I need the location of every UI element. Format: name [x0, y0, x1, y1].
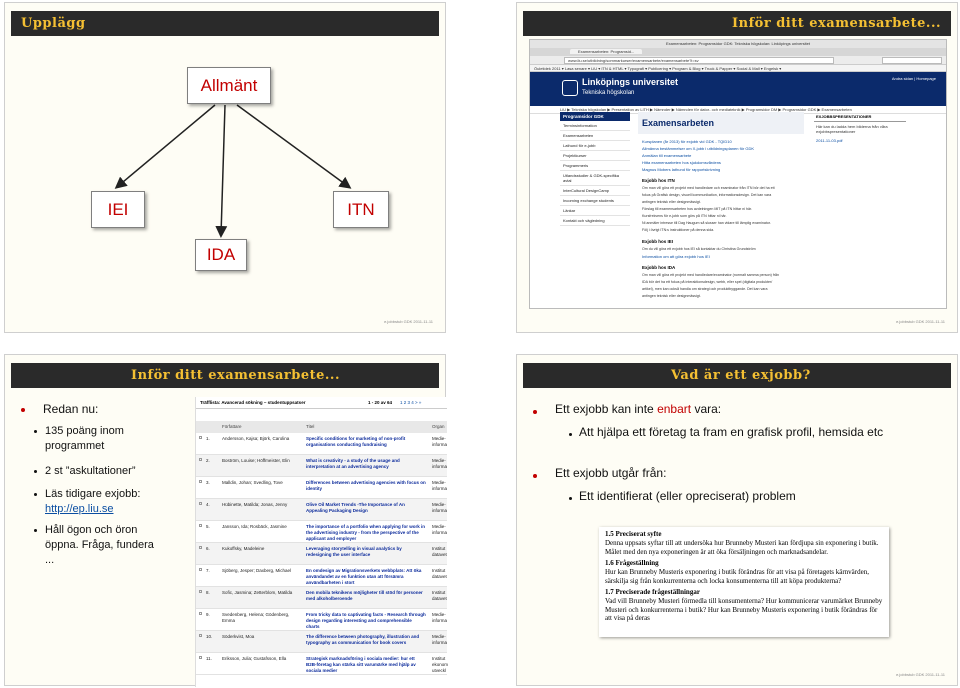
row-checkbox[interactable] [199, 634, 202, 637]
sidebar-item[interactable]: Programmeris [560, 161, 630, 171]
row-number: 6. [206, 546, 210, 551]
slide-title: Upplägg [21, 16, 86, 31]
row-author: Kukoffsky, Madeleine [222, 546, 265, 551]
row-author: Andersson, Kajsa; Björk, Carolina [222, 436, 290, 441]
slide-footer: e.jobbstub GDK 2011-11-11 [896, 672, 945, 677]
row-author: Söderkvist, Moa [222, 634, 255, 639]
slide-title-bar [523, 363, 951, 388]
bullet-icon [34, 493, 37, 496]
slide-upplagg [4, 2, 446, 333]
row-checkbox[interactable] [199, 612, 202, 615]
sidebar-heading[interactable]: Programsidor GDK [560, 112, 630, 121]
row-checkbox[interactable] [199, 524, 202, 527]
row-number: 10. [206, 634, 213, 639]
row-org: Institut datavet [432, 590, 447, 601]
row-title[interactable]: Olive Oil Market Trends -The Importance of An Appealing Packaging Design [306, 502, 405, 513]
table-row[interactable] [196, 565, 447, 587]
bullet-icon [34, 470, 37, 473]
content-link[interactable]: Magnus Mobers lathund för rapportskrivning [642, 167, 721, 172]
liu-subtitle: Tekniska högskolan [582, 90, 635, 96]
body-text: antingen teknisk eller designmässigt. [642, 200, 701, 204]
bullet-item [45, 487, 163, 517]
row-author: Boström, Louise; Höffmeister, Elin [222, 458, 290, 463]
slide-redan-nu [4, 354, 449, 686]
row-title[interactable]: What is creativity - a study of the usage and interpretation at an advertising agency [306, 458, 400, 469]
body-text: Om du vill göra ett exjobb hos IEI så kontaktar du Christina Grundström [642, 247, 756, 251]
body-text: antingen teknisk eller designmässigt. [642, 294, 701, 298]
results-range: 1 - 20 av 64 [368, 400, 393, 405]
row-title[interactable]: Strategisk marknadsföring i sociala medier: hur ett B2B-företag kan stärka sitt varumärke med hjälp av sociala medier [306, 656, 416, 673]
content-link[interactable]: Kursplanen (år 2013) för exjobb vid GDK - TQID10 [642, 139, 732, 144]
bullet-icon [569, 433, 572, 436]
table-row[interactable] [196, 455, 447, 477]
table-header [196, 421, 447, 433]
pdf-link[interactable]: 2011-11-03.pdf [816, 138, 843, 143]
row-org: Medie- informa [432, 634, 448, 645]
row-org: Institut datavet [432, 546, 447, 557]
url-bar[interactable]: www.liu.se/utbildning/sommarkurser/examensarbete/examensarbete?l=sv [564, 57, 834, 64]
browser-search-box[interactable] [882, 57, 942, 64]
row-title[interactable]: Specific conditions for marketing of non-profit organisations conducting fundraising [306, 436, 406, 447]
arrow-to-iei [117, 105, 215, 187]
bullet-icon [569, 497, 572, 500]
row-title[interactable]: En omdesign av Migrationsverkets webbplats: Att öka användandet av en funktion utan att försämra användbarheten i stort [306, 568, 422, 585]
row-checkbox[interactable] [199, 590, 202, 593]
liu-header [530, 72, 946, 106]
doc-paragraph: Hur kan Brunneby Musteris exponering i butik förändras för att visa på företagets kärnvärden, särskilja sig från konkurrenterna och locka konsumenterna till att köpa produkterna? [605, 568, 869, 585]
table-row[interactable] [196, 433, 447, 455]
row-checkbox[interactable] [199, 458, 202, 461]
row-org: Medie- informa [432, 524, 448, 535]
table-body [196, 433, 447, 675]
row-number: 11. [206, 656, 212, 661]
ep-link[interactable]: http://ep.liu.se [45, 503, 114, 515]
bullet-item [45, 424, 163, 454]
page-title: Examensarbeten [638, 112, 804, 134]
browser-toolbar [530, 56, 946, 65]
tree-connectors [5, 3, 447, 334]
row-number: 5. [206, 524, 210, 529]
arrow-to-ida [221, 105, 225, 235]
section-heading: Exjobb hos IDA [642, 265, 676, 270]
results-label: Träfflista: Avancerad sökning – studentuppsatser [200, 400, 306, 405]
row-title[interactable]: The importance of a portfolio when applying for work in the advertising industry - from the perspective of the applicant and employer [306, 524, 426, 541]
sidebar-item[interactable]: Lathund för e-jobb [560, 141, 630, 151]
row-number: 2. [206, 458, 210, 463]
document-excerpt [599, 527, 889, 637]
node-ida: IDA [195, 239, 247, 271]
row-checkbox[interactable] [199, 480, 202, 483]
row-checkbox[interactable] [199, 436, 202, 439]
sidebar-item[interactable]: Utlandsstudier & GDK-specifika avtal [560, 171, 630, 186]
row-title[interactable]: From tricky data to captivating facts - Research through design regarding interesting and comprehensible charts [306, 612, 426, 629]
content-link[interactable]: Allmänna bestämmelser om X-jobb i utbildningsplanen för GDK [642, 146, 755, 151]
red-bullet-icon [533, 410, 537, 414]
slide-vad-ar-exjobb [516, 354, 958, 686]
row-org: Medie- informa [432, 436, 448, 447]
bullet-text: 135 poäng inom programmet [45, 425, 124, 452]
body-text: Kursfrekvens för e-jobb som görs på ITN hittar ni här. [642, 214, 727, 218]
row-title[interactable]: The difference between photography, illustration and typography as communication for book covers [306, 634, 420, 645]
right-text: Här kan du ladda hem bilderna från våra exjobbspresentationer [816, 124, 888, 134]
body-text: Följ i övrigt ITN:s instruktioner på denna sida. [642, 228, 715, 232]
bullet-text: 2 st ”askultationer” [45, 465, 136, 477]
heading-starts-from: Ett exjobb utgår från: [555, 466, 667, 480]
bullet-item [45, 523, 163, 568]
node-itn: ITN [333, 191, 389, 228]
row-author: Hübinette, Matilda; Jonas, Jenny [222, 502, 288, 507]
breadcrumb[interactable]: LiU ▶ Tekniska högskolan ▶ Presentation av LiTH ▶ Nämnder ▶ Nämnden för dator- och mediateknik ▶ Programsidor DM ▶ Programsidor GDK ▶ Examensarbeten [530, 106, 946, 114]
table-row[interactable] [196, 499, 447, 521]
row-title[interactable]: Den mobila teknikens möjligheter till stöd för personer med alkoholberoende [306, 590, 423, 601]
doc-heading: 1.6 Frågeställning [605, 559, 659, 567]
bullet-text: Läs tidigare exjobb: [45, 488, 141, 500]
row-number: 4. [206, 502, 210, 507]
sidebar-item[interactable]: Kontakt och vägledning [560, 216, 630, 226]
row-author: Svedenberg, Helena; Gödenberg, Emma [222, 612, 290, 623]
col-org[interactable]: Organ [432, 424, 445, 429]
sidebar [560, 112, 630, 226]
slide-title: Vad är ett exjobb? [671, 368, 811, 383]
bullet-heading-text: Redan nu: [43, 402, 99, 416]
row-title[interactable]: Differences between advertising agencies with focus on identity [306, 480, 426, 491]
browser-window-title: Examensarbeten: Programsidor GDK: Tekniska högskolan: Linköpings universitet [530, 40, 946, 48]
liu-header-links[interactable]: Andra sidan | Homepage [891, 76, 936, 81]
heading-cannot [555, 402, 721, 416]
body-text: Förslag till examensarbeten hos avdelningen MIT på ITN hittar ni här. [642, 207, 752, 211]
doc-paragraph: Vad vill Brunneby Musteri förmedla till konsumenterna? Hur kommunicerar varumärket Brunneby Musteri och konkurrenterna i butik? Hur kan Brunneby Musteris exponering i butik förändras för att visa på deras [605, 597, 883, 622]
sidebar-item[interactable]: Länkar [560, 206, 630, 216]
sidebar-item[interactable]: InterCultural DesignCamp [560, 186, 630, 196]
doc-heading: 1.7 Preciserade frågeställningar [605, 588, 700, 596]
slide-browser [516, 2, 958, 333]
browser-screenshot [529, 39, 947, 309]
pagination[interactable]: 1 2 3 4 > » [400, 400, 422, 405]
table-row[interactable] [196, 631, 447, 653]
bullet-item [45, 464, 163, 479]
row-author: Jansson, Ida; Rosbäck, Jasmine [222, 524, 287, 529]
section-heading: Exjobb hos IEI [642, 239, 674, 244]
row-org: Medie- informa [432, 458, 448, 469]
browser-tabs [530, 48, 946, 56]
sidebar-item[interactable]: Incoming exchange students [560, 196, 630, 206]
content-link[interactable]: Hitta examensarbeten hos sjukdomsvårdens [642, 160, 721, 165]
node-allmant: Allmänt [187, 67, 271, 104]
results-toolbar [196, 397, 447, 409]
row-org: Medie- informa [432, 502, 448, 513]
bookmarks-bar[interactable]: Öuletidek 2011 ▾ Lasa senare ▾ LiU ▾ ITN & HTML ▾ Typografi ▾ Publicering ▾ Program & Blog ▾ Truck & Papper ▾ Social & Mall ▾ Engelsk ▾ [530, 65, 946, 72]
browser-tab[interactable]: Examensarbeten: Programsid... [570, 49, 642, 54]
body-text: Om man vill göra ett projekt med handledare/examinator (normalt samma person) från [642, 273, 780, 277]
body-text: fokus på Grafisk design, visuell kommunikation, informationsdesign. Det kan vara [642, 193, 772, 197]
col-author[interactable]: Författare [222, 424, 242, 429]
row-checkbox[interactable] [199, 568, 202, 571]
heading-cannot-emph: enbart [657, 402, 692, 416]
row-author: Malldin, Johan; Svedling, Tove [222, 480, 283, 485]
doc-paragraph: Denna uppsats syftar till att undersöka hur Brunneby Musteri kan fördjupa sin exponering i butik. Målet med den nya exponeringen är att öka försäljningen och marknadsandelar. [605, 539, 879, 556]
bullet-icon [34, 430, 37, 433]
row-org: Medie- informa [432, 612, 448, 623]
slide-title-bar [523, 11, 951, 36]
sidebar-item[interactable]: Terminsinformation [560, 121, 630, 131]
row-checkbox[interactable] [199, 656, 202, 659]
bullet-text: Håll ögon och öron öppna. Fråga, fundera ... [45, 524, 154, 566]
slide-title: Inför ditt examensarbete... [131, 368, 340, 383]
row-number: 9. [206, 612, 210, 617]
content-link[interactable]: Anmälan till examensarbete [642, 153, 692, 158]
row-checkbox[interactable] [199, 546, 202, 549]
row-checkbox[interactable] [199, 502, 202, 505]
table-row[interactable] [196, 477, 447, 499]
content-link[interactable]: Information om att göra exjobb hos IEI [642, 254, 710, 259]
row-org: Institut ekonom utveckl [432, 656, 449, 673]
row-number: 8. [206, 590, 210, 595]
row-author: Eriksson, Julia; Gustafsson, Ella [222, 656, 287, 661]
row-number: 7. [206, 568, 210, 573]
slide-footer: e.jobbstub GDK 2011-11-11 [384, 319, 433, 324]
section-heading: Exjobb hos ITN [642, 178, 675, 183]
table-row[interactable] [196, 543, 447, 565]
node-iei: IEI [91, 191, 145, 228]
body-text: artikel), men kan också handla om strategi och produktbyggande. Det kan vara [642, 287, 768, 291]
bullet-text: Att hjälpa ett företag ta fram en grafisk profil, hemsida etc [579, 425, 884, 439]
slide-footer: e.jobbstub GDK 2011-11-11 [896, 319, 945, 324]
col-title[interactable]: Titel [306, 424, 315, 429]
search-results-table [195, 397, 447, 687]
body-text: Om man vill göra ett projekt med handledare och examinator från ITN bör det ha ett [642, 186, 775, 190]
right-column [814, 112, 906, 145]
bullet-text: Ett identifierat (eller opreciserat) problem [579, 489, 796, 503]
sidebar-item[interactable]: Projektkurser [560, 151, 630, 161]
row-org: Institut datavet [432, 568, 447, 579]
row-title[interactable]: Leveraging storytelling in visual analytics by redesigning the user interface [306, 546, 402, 557]
table-row[interactable] [196, 521, 447, 543]
bullet-heading [43, 402, 161, 417]
main-content [638, 112, 804, 300]
row-author: Sofic, Jasmina; Zetterblom, Matilda [222, 590, 293, 595]
row-org: Medie- informa [432, 480, 448, 491]
table-row[interactable] [196, 609, 447, 631]
row-author: Sjöberg, Jesper; Daxberg, Michael [222, 568, 292, 573]
body-text: IDA bör det ha ett fokus på interaktionsdesign, webb, eller spel (digitala produkter/ [642, 280, 773, 284]
doc-heading: 1.5 Preciserat syfte [605, 530, 662, 538]
table-row[interactable] [196, 653, 447, 675]
slide-title: Inför ditt examensarbete... [732, 16, 941, 31]
red-bullet-icon [21, 408, 25, 412]
right-heading: EXJOBBSPRESENTATIONER [814, 112, 906, 122]
slide-title-bar [11, 363, 439, 388]
body-text: Ni anmäler intresse till Dag Haugum så slusser han vidare till lämplig examinator. [642, 221, 771, 225]
liu-emblem-icon [562, 80, 578, 96]
heading-cannot-post: vara: [691, 402, 722, 416]
heading-cannot-pre: Ett exjobb kan inte [555, 402, 658, 416]
red-bullet-icon [533, 474, 537, 478]
row-number: 1. [206, 436, 210, 441]
bullet-icon [34, 529, 37, 532]
arrow-to-itn [237, 105, 349, 187]
sidebar-item[interactable]: Examensarbeten [560, 131, 630, 141]
liu-logo-text: Linköpings universitet [582, 77, 679, 87]
row-number: 3. [206, 480, 210, 485]
table-row[interactable] [196, 587, 447, 609]
